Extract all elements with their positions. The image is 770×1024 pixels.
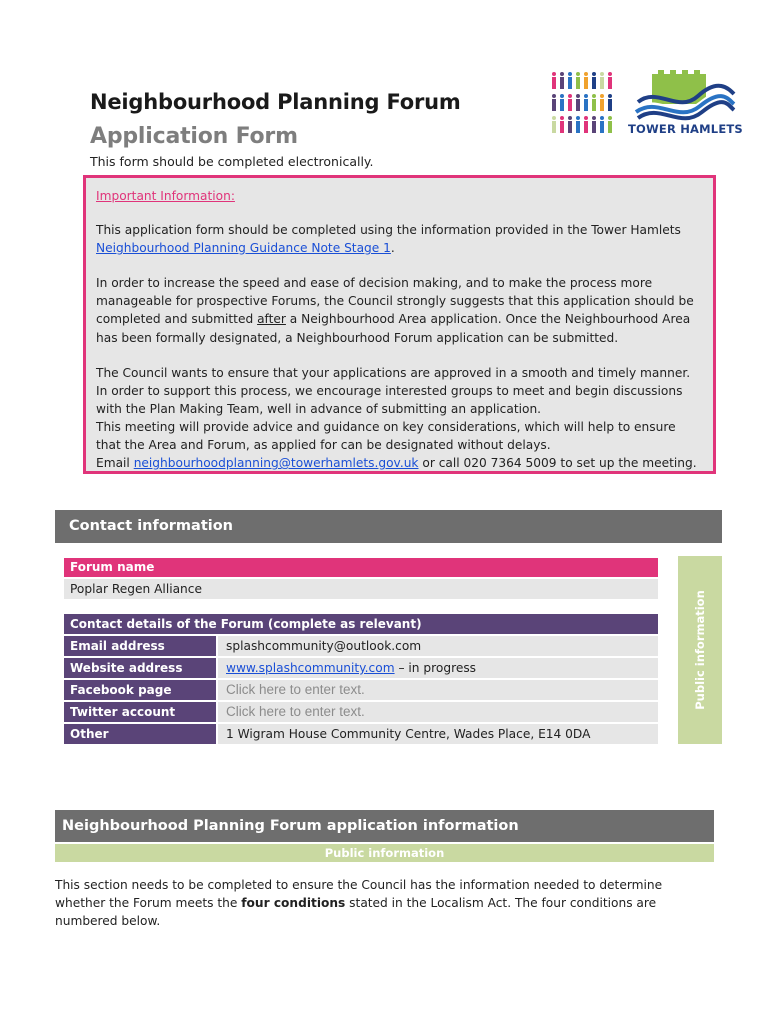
person-icon-body <box>568 121 572 133</box>
info-paragraph-1 <box>96 221 704 257</box>
completion-note: This form should be completed electronically. <box>90 154 374 169</box>
forum-name-field[interactable]: Poplar Regen Alliance <box>64 579 658 599</box>
table-row <box>64 702 658 722</box>
public-information-label: Public information <box>693 590 707 710</box>
person-icon-body <box>600 121 604 133</box>
info-text: . <box>390 241 395 256</box>
website-link[interactable]: www.splashcommunity.com <box>226 661 395 675</box>
person-icon-head <box>568 116 572 120</box>
person-icon-body <box>584 77 588 89</box>
contact-section-header: Contact information <box>55 510 722 543</box>
person-icon-body <box>560 121 564 133</box>
important-information-box <box>83 175 716 474</box>
person-icon-body <box>576 121 580 133</box>
logo-text: TOWER HAMLETS <box>628 122 743 136</box>
email-address-label: Email address <box>64 636 216 656</box>
info-text: The Council wants to ensure that your applications are approved in a smooth and timely manner. In order to support this process, we encourage interested groups to meet and begin discussions with the Plan Making Team, well in advance of submitting an application. <box>96 365 691 416</box>
person-icon-head <box>592 116 596 120</box>
intro-text: This section needs to be completed to ensure the Council has the information needed to determine whether the Forum meets the <box>55 878 663 910</box>
contact-details-table <box>64 636 658 746</box>
table-row <box>64 680 658 700</box>
twitter-account-label: Twitter account <box>64 702 216 722</box>
facebook-page-label: Facebook page <box>64 680 216 700</box>
person-icon-body <box>552 121 556 133</box>
forum-name-label: Forum name <box>64 558 658 577</box>
person-icon-head <box>552 94 556 98</box>
info-text: a Neighbourhood Area application. Once the Neighbourhood Area has been formally designated, a Neighbourhood Forum application can be submitted. <box>96 312 691 345</box>
table-row <box>64 724 658 744</box>
person-icon-body <box>608 121 612 133</box>
person-icon-body <box>576 99 580 111</box>
person-icon-head <box>600 94 604 98</box>
person-icon-body <box>608 99 612 111</box>
person-icon-body <box>560 99 564 111</box>
person-icon-head <box>560 94 564 98</box>
person-icon-body <box>568 77 572 89</box>
person-icon-head <box>576 94 580 98</box>
website-address-label: Website address <box>64 658 216 678</box>
intro-text: stated in the Localism Act. The four conditions are numbered below. <box>55 896 657 928</box>
person-icon-head <box>560 116 564 120</box>
person-icon-head <box>560 72 564 76</box>
person-icon-head <box>608 72 612 76</box>
email-link[interactable]: neighbourhoodplanning@towerhamlets.gov.uk <box>133 456 419 471</box>
info-emphasis: after <box>257 312 286 327</box>
person-icon-body <box>608 77 612 89</box>
application-section-header: Neighbourhood Planning Forum application information <box>55 810 714 842</box>
person-icon-body <box>584 99 588 111</box>
person-icon-body <box>592 77 596 89</box>
person-icon-body <box>600 77 604 89</box>
person-icon-head <box>600 116 604 120</box>
person-icon-head <box>568 72 572 76</box>
info-text: This meeting will provide advice and guidance on key considerations, which will help to ensure that the Area and Forum, as applied for can be designated without delays. <box>96 419 676 453</box>
person-icon-body <box>592 99 596 111</box>
person-icon-head <box>592 94 596 98</box>
facebook-page-field[interactable]: Click here to enter text. <box>218 680 658 700</box>
person-icon-head <box>608 116 612 120</box>
important-info-heading: Important Information: <box>96 189 235 203</box>
guidance-note-link[interactable]: Neighbourhood Planning Guidance Note Stage 1 <box>96 241 391 256</box>
page-subtitle: Application Form <box>90 124 298 149</box>
info-paragraph-2 <box>96 274 704 346</box>
person-icon-body <box>552 99 556 111</box>
person-icon-body <box>568 99 572 111</box>
info-paragraph-3 <box>96 364 704 473</box>
public-information-bar: Public information <box>55 844 714 862</box>
person-icon-head <box>584 72 588 76</box>
person-icon-body <box>592 121 596 133</box>
castle-waves-icon <box>632 68 736 122</box>
person-icon-body <box>552 77 556 89</box>
person-icon-head <box>584 116 588 120</box>
other-label: Other <box>64 724 216 744</box>
application-intro-text <box>55 876 705 930</box>
person-icon-head <box>584 94 588 98</box>
email-address-field[interactable]: splashcommunity@outlook.com <box>218 636 658 656</box>
person-icon-head <box>568 94 572 98</box>
person-icon-body <box>576 77 580 89</box>
person-icon-head <box>552 116 556 120</box>
person-icon-head <box>552 72 556 76</box>
person-icon-head <box>600 72 604 76</box>
info-text: Email <box>96 456 134 471</box>
contact-details-header: Contact details of the Forum (complete as relevant) <box>64 614 658 634</box>
website-status: – in progress <box>394 661 477 675</box>
person-icon-body <box>600 99 604 111</box>
person-icon-body <box>560 77 564 89</box>
tower-hamlets-logo <box>548 68 743 140</box>
person-icon-head <box>576 72 580 76</box>
person-icon-body <box>584 121 588 133</box>
public-information-sidebar <box>678 556 722 744</box>
person-icon-head <box>592 72 596 76</box>
table-row <box>64 658 658 678</box>
twitter-account-field[interactable]: Click here to enter text. <box>218 702 658 722</box>
info-text: This application form should be completed using the information provided in the Tower Hamlets <box>96 223 681 238</box>
info-text: or call 020 7364 5009 to set up the meeting. <box>418 456 697 471</box>
table-row <box>64 636 658 656</box>
page-title: Neighbourhood Planning Forum <box>90 90 461 114</box>
info-text: In order to increase the speed and ease of decision making, and to make the process more manageable for prospective Forums, the Council strongly suggests that this application should be completed and submitted <box>96 276 694 327</box>
people-icon <box>548 68 618 136</box>
person-icon-head <box>608 94 612 98</box>
person-icon-head <box>576 116 580 120</box>
other-field[interactable]: 1 Wigram House Community Centre, Wades Place, E14 0DA <box>218 724 658 744</box>
website-address-field[interactable] <box>218 658 658 678</box>
intro-emphasis: four conditions <box>241 896 346 910</box>
